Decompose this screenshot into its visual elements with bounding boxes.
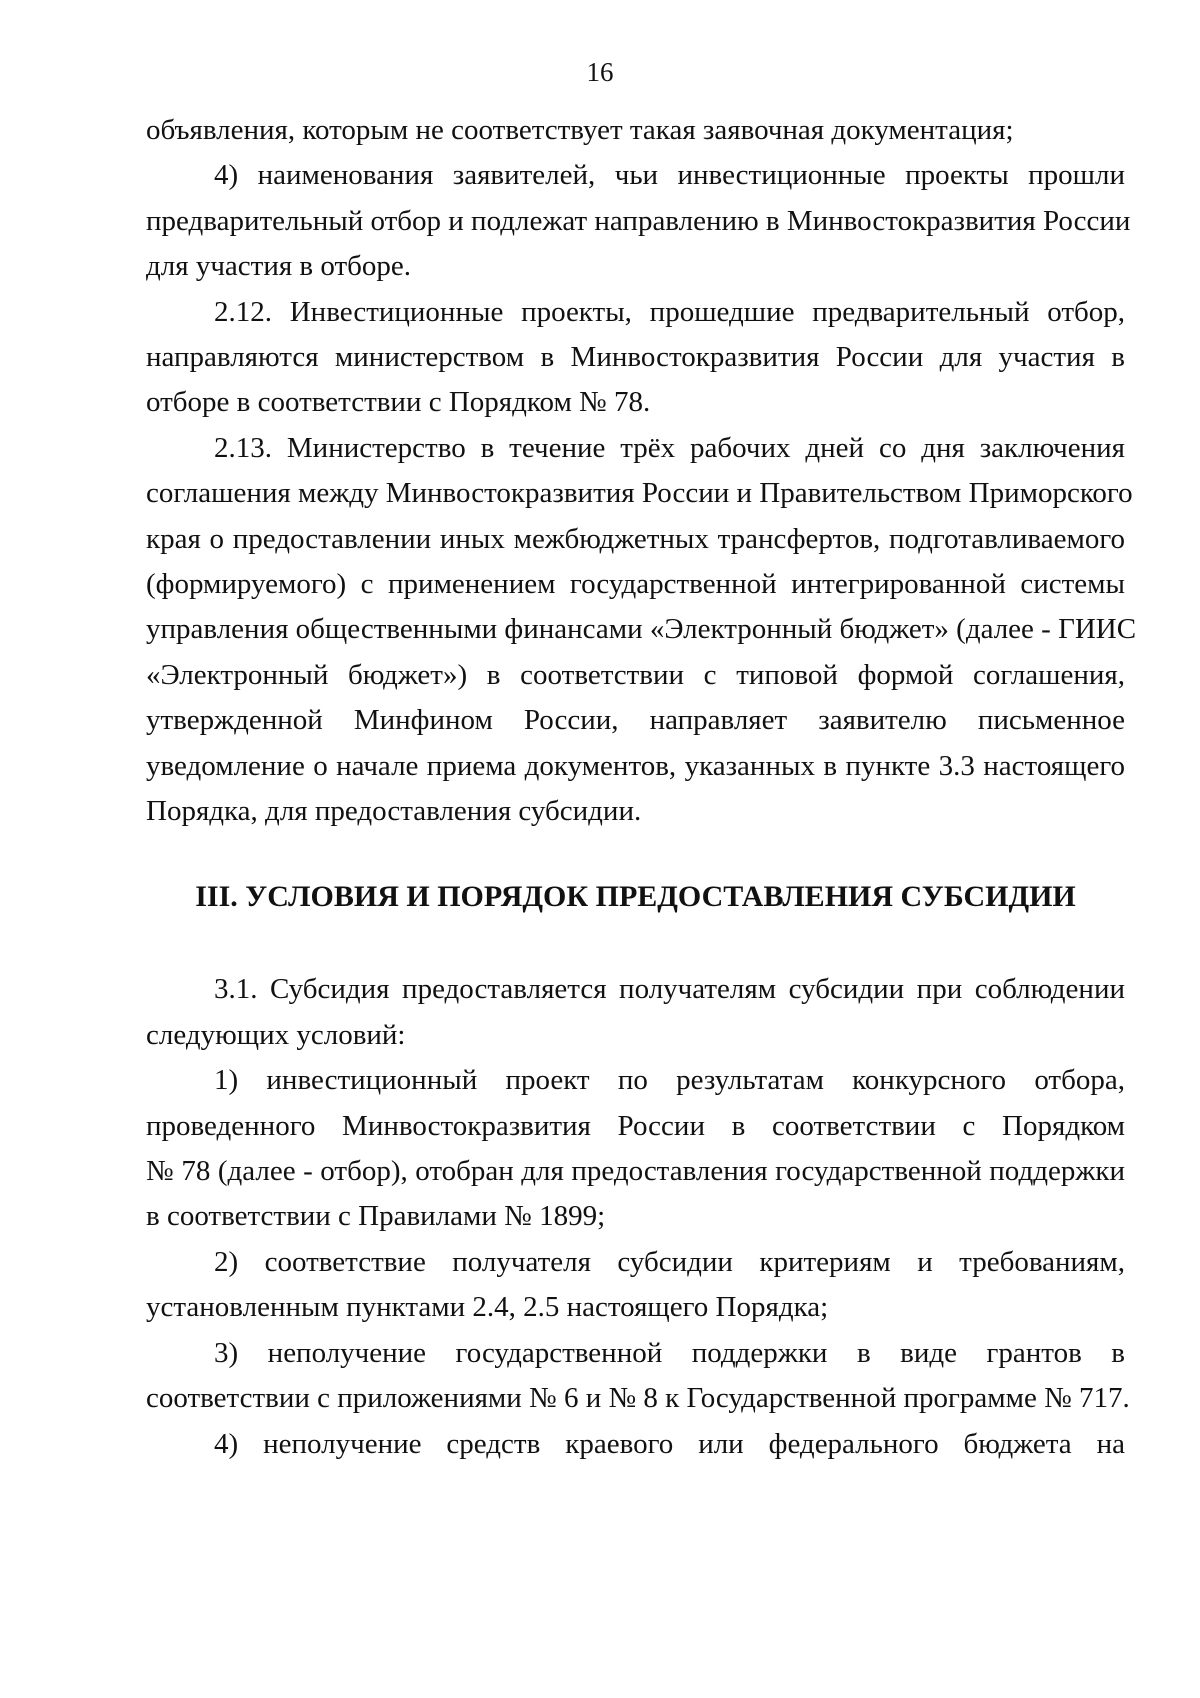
text-line: отборе в соответствии с Порядком № 78. xyxy=(146,386,651,418)
text-line: следующих условий: xyxy=(146,1019,406,1051)
text-line: утвержденной Минфином России, направляет заявителю письменное xyxy=(146,704,1125,736)
page-number: 16 xyxy=(586,57,614,87)
text-line: 3.1. Субсидия предоставляется получателям субсидии при соблюдении xyxy=(214,973,1125,1005)
text-line: уведомление о начале приема документов, указанных в пункте 3.3 настоящего xyxy=(146,750,1125,782)
text-line: предварительный отбор и подлежат направлению в Минвостокразвития России xyxy=(146,205,1131,237)
text-line: для участия в отборе. xyxy=(146,250,412,282)
text-line: 4) наименования заявителей, чьи инвестиционные проекты прошли xyxy=(214,159,1125,191)
text-line: 1) инвестиционный проект по результатам конкурсного отбора, xyxy=(214,1064,1125,1096)
text-line: объявления, которым не соответствует такая заявочная документация; xyxy=(146,114,1014,146)
text-line: края о предоставлении иных межбюджетных трансфертов, подготавливаемого xyxy=(146,523,1125,555)
text-line: в соответствии с Правилами № 1899; xyxy=(146,1200,606,1232)
text-line: соглашения между Минвостокразвития России и Правительством Приморского xyxy=(146,477,1133,509)
text-line: Порядка, для предоставления субсидии. xyxy=(146,795,642,827)
section-heading: III. УСЛОВИЯ И ПОРЯДОК ПРЕДОСТАВЛЕНИЯ СУБСИДИИ xyxy=(195,880,1076,913)
text-line: установленным пунктами 2.4, 2.5 настоящего Порядка; xyxy=(146,1291,829,1323)
text-line: соответствии с приложениями № 6 и № 8 к Государственной программе № 717. xyxy=(146,1382,1130,1414)
text-line: 4) неполучение средств краевого или федерального бюджета на xyxy=(214,1428,1125,1460)
text-line: 2.12. Инвестиционные проекты, прошедшие предварительный отбор, xyxy=(214,296,1125,328)
text-line: направляются министерством в Минвостокразвития России для участия в xyxy=(146,341,1125,373)
text-line: «Электронный бюджет») в соответствии с типовой формой соглашения, xyxy=(146,659,1125,691)
text-line: 3) неполучение государственной поддержки в виде грантов в xyxy=(214,1337,1125,1369)
text-line: (формируемого) с применением государственной интегрированной системы xyxy=(146,568,1125,600)
text-line: 2) соответствие получателя субсидии критериям и требованиям, xyxy=(214,1246,1125,1278)
text-line: 2.13. Министерство в течение трёх рабочих дней со дня заключения xyxy=(214,432,1125,464)
text-line: № 78 (далее - отбор), отобран для предоставления государственной поддержки xyxy=(146,1155,1125,1187)
text-line: проведенного Минвостокразвития России в соответствии с Порядком xyxy=(146,1110,1125,1142)
text-line: управления общественными финансами «Электронный бюджет» (далее - ГИИС xyxy=(146,613,1137,645)
